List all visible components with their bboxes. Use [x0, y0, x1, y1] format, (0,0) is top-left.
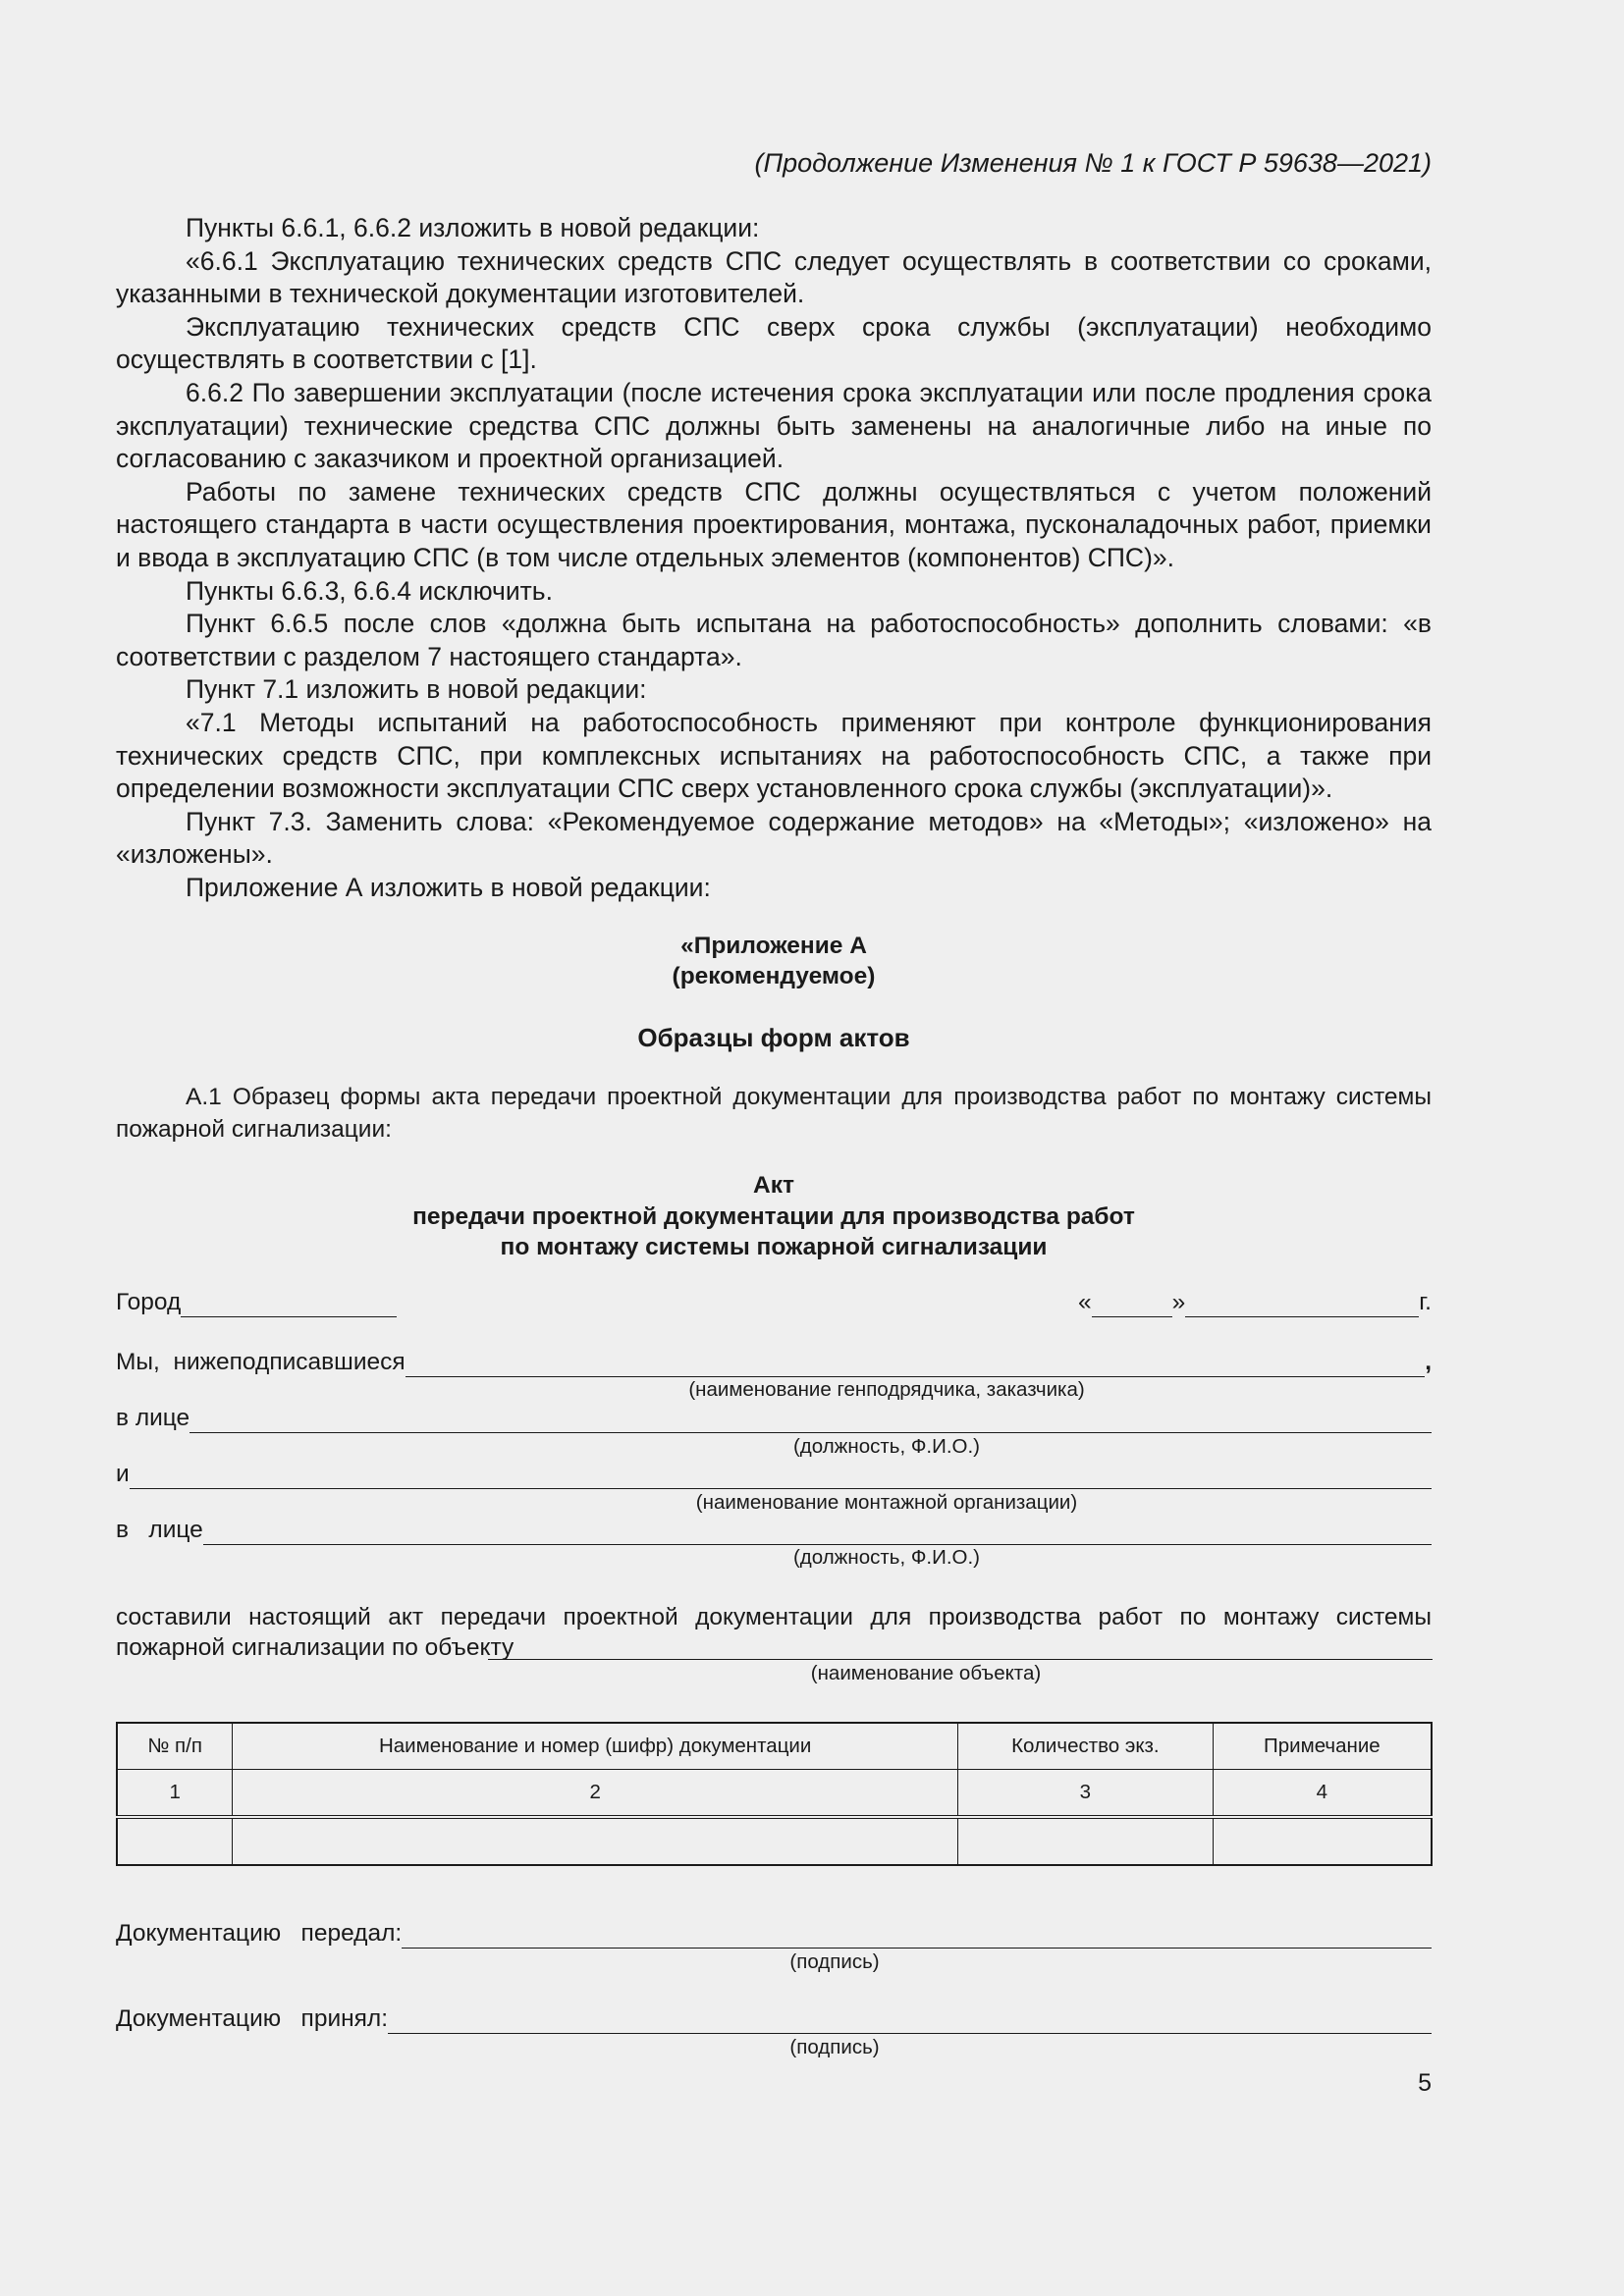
- year-suffix: г.: [1419, 1289, 1432, 1315]
- paragraph: Пункты 6.6.3, 6.6.4 исключить.: [186, 575, 553, 606]
- composed-text: составили настоящий акт передачи проектной документации для производства работ по монтажу системы пожарной сигнализации по объекту: [116, 1604, 1432, 1661]
- signature-field-1: [402, 1924, 1432, 1949]
- table-header: Наименование и номер (шифр) документации: [233, 1723, 958, 1770]
- a1-paragraph: [116, 1081, 1432, 1146]
- month-year-field: [1185, 1293, 1419, 1317]
- header-note: (Продолжение Изменения № 1 к ГОСТ Р 59638—2021): [754, 148, 1432, 178]
- a1-text: А.1 Образец формы акта передачи проектной документации для производства работ по монтажу системы пожарной сигнализации:: [116, 1084, 1432, 1143]
- caption-object: (наименование объекта): [810, 1662, 1042, 1684]
- paragraph: Работы по замене технических средств СПС должны осуществляться с учетом положений настоящего стандарта в части осуществления проектирования, монтажа, пусконаладочных работ, приемки и ввода в эксплуатацию СПС (в том числе отдельных элементов (компонентов) СПС)».: [116, 476, 1432, 572]
- page-number: 5: [1418, 2069, 1432, 2097]
- paragraph: «6.6.1 Эксплуатацию технических средств СПС следует осуществлять в соответствии со сроками, указанными в технической документации изготовителей.: [116, 245, 1432, 309]
- table-number-row: [117, 1770, 1432, 1818]
- and-row: [116, 1460, 1432, 1489]
- appendix-subtitle: (рекомендуемое): [672, 963, 876, 989]
- amendment-text: [116, 212, 1432, 904]
- date-open-quote: «: [1077, 1289, 1092, 1315]
- caption-position-2: (должность, Ф.И.О.): [792, 1546, 981, 1569]
- city-date-row: [116, 1288, 1432, 1317]
- undersigned-row: [116, 1348, 1432, 1377]
- city-field: [181, 1293, 397, 1317]
- caption-position-1: (должность, Ф.И.О.): [792, 1435, 981, 1458]
- table-header-row: [117, 1723, 1432, 1770]
- table-cell: 2: [233, 1770, 958, 1818]
- position-field-2: [203, 1521, 1432, 1545]
- paragraph: Пункт 7.1 изложить в новой редакции:: [186, 674, 647, 705]
- caption-installer: (наименование монтажной организации): [695, 1491, 1078, 1514]
- position-field-1: [189, 1409, 1432, 1433]
- table-row: [117, 1817, 1432, 1865]
- paragraph: Пункт 7.3. Заменить слова: «Рекомендуемое содержание методов» на «Методы»; «изложено» на «изложены».: [116, 806, 1432, 870]
- city-label: Город: [116, 1289, 182, 1315]
- paragraph: Пункты 6.6.1, 6.6.2 изложить в новой редакции:: [186, 213, 760, 242]
- table-cell: 3: [958, 1770, 1214, 1818]
- appendix-title: «Приложение А: [680, 933, 867, 959]
- paragraph: Приложение А изложить в новой редакции:: [186, 872, 711, 902]
- in-person-label: в лице: [116, 1517, 203, 1543]
- transferred-row: [116, 1919, 1432, 1949]
- comma: ,: [1425, 1349, 1432, 1375]
- paragraph: 6.6.2 По завершении эксплуатации (после истечения срока эксплуатации или после продления срока эксплуатации) технические средства СПС должны быть заменены на аналогичные либо на иные по согласованию с заказчиком и проектной организацией.: [116, 377, 1432, 474]
- paragraph: Эксплуатацию технических средств СПС сверх срока службы (эксплуатации) необходимо осуществлять в соответствии с [1].: [116, 311, 1432, 375]
- caption-signature-1: (подпись): [789, 1950, 880, 1973]
- table-cell: [958, 1817, 1214, 1865]
- caption-contractor: (наименование генподрядчика, заказчика): [688, 1378, 1085, 1401]
- caption-signature-2: (подпись): [789, 2036, 880, 2058]
- date-close-quote: »: [1171, 1289, 1186, 1315]
- act-subtitle-line-1: передачи проектной документации для производства работ: [412, 1203, 1135, 1230]
- received-label: Документацию принял:: [116, 2005, 389, 2032]
- act-subtitle-line-2: по монтажу системы пожарной сигнализации: [500, 1234, 1048, 1260]
- received-row: [116, 2004, 1432, 2034]
- table-cell: [233, 1817, 958, 1865]
- act-title: Акт: [753, 1172, 794, 1199]
- table-header: Примечание: [1213, 1723, 1432, 1770]
- table-cell: 4: [1213, 1770, 1432, 1818]
- day-field: [1092, 1293, 1172, 1317]
- undersigned-label: Мы, нижеподписавшиеся: [116, 1349, 406, 1375]
- installer-field: [130, 1465, 1432, 1489]
- documentation-table: [116, 1722, 1433, 1866]
- table-cell: 1: [117, 1770, 233, 1818]
- in-person-label: в лице: [116, 1405, 190, 1431]
- and-label: и: [116, 1461, 130, 1487]
- object-field: [488, 1635, 1433, 1660]
- signature-field-2: [388, 2009, 1432, 2034]
- forms-title: Образцы форм актов: [637, 1023, 910, 1052]
- transferred-label: Документацию передал:: [116, 1920, 403, 1947]
- paragraph: «7.1 Методы испытаний на работоспособность применяют при контроле функционирования технических средств СПС, при комплексных испытаниях на работоспособность СПС, а также при определении возможности эксплуатации СПС сверх установленного срока службы (эксплуатации)».: [116, 707, 1432, 804]
- in-person-row-2: [116, 1516, 1432, 1545]
- in-person-row-1: [116, 1404, 1432, 1433]
- table-cell: [1213, 1817, 1432, 1865]
- table-cell: [117, 1817, 233, 1865]
- paragraph: Пункт 6.6.5 после слов «должна быть испытана на работоспособность» дополнить словами: «в соответствии с разделом 7 настоящего стандарта».: [116, 609, 1432, 671]
- table-header: Количество экз.: [958, 1723, 1214, 1770]
- contractor-field: [406, 1353, 1426, 1377]
- table-header: № п/п: [117, 1723, 233, 1770]
